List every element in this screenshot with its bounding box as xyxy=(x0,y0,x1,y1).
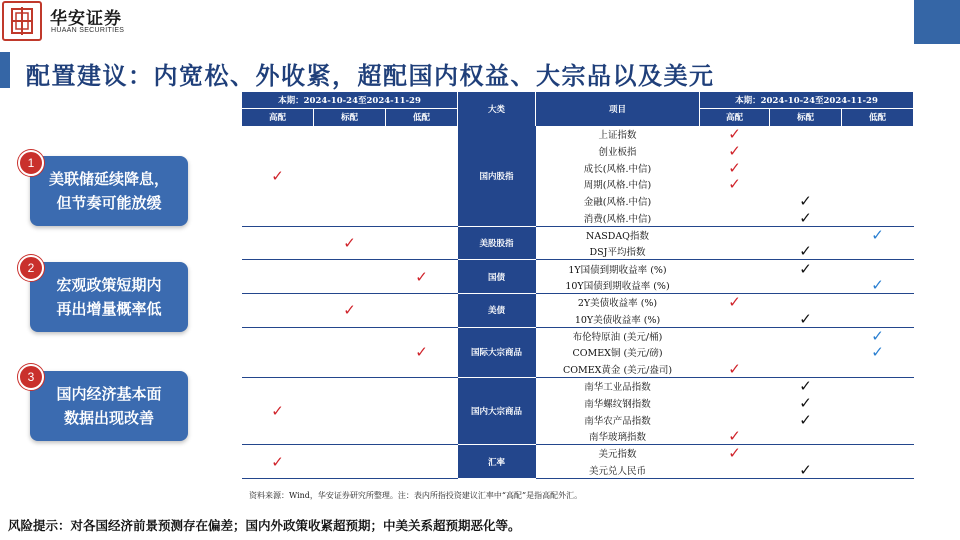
item-cell: NASDAQ指数 xyxy=(586,231,649,243)
table-row xyxy=(242,294,914,311)
right-over-cell xyxy=(700,394,770,411)
right-over-cell xyxy=(700,344,770,361)
right-std-cell: ✓ xyxy=(799,259,812,277)
period-header-right: 本期：2024-10-24至2024-11-29 xyxy=(700,92,914,109)
callout-3-line1: 国内经济基本面 xyxy=(56,385,162,403)
right-over-cell: ✓ xyxy=(728,175,741,193)
right-over-cell: ✓ xyxy=(728,444,741,462)
item-cell: 南华农产品指数 xyxy=(584,415,651,427)
item-cell: 10Y国债到期收益率 (%) xyxy=(536,277,700,294)
right-over-cell: ✓ xyxy=(728,293,741,311)
right-under-cell xyxy=(842,260,914,277)
item-cell: 1Y国债到期收益率 (%) xyxy=(568,264,667,276)
callout-2 xyxy=(30,262,188,332)
item-cell: 10Y美债收益率 (%) xyxy=(536,310,700,327)
right-std-cell: ✓ xyxy=(770,310,842,327)
left-std-cell: ✓ xyxy=(314,226,386,260)
right-over-cell xyxy=(700,210,770,227)
std-header-right: 标配 xyxy=(770,109,842,126)
callout-1 xyxy=(30,156,188,226)
callout-2-line2: 再出增量概率低 xyxy=(56,300,162,318)
right-std-cell: ✓ xyxy=(770,243,842,260)
right-std-cell xyxy=(770,294,842,311)
right-under-cell xyxy=(842,361,914,378)
right-under-cell xyxy=(842,378,914,395)
table-row xyxy=(242,226,914,243)
right-over-cell xyxy=(700,378,770,395)
right-over-cell xyxy=(700,411,770,428)
right-under-cell xyxy=(842,243,914,260)
right-under-cell xyxy=(842,142,914,159)
right-under-cell xyxy=(842,193,914,210)
item-cell: 南华螺纹钢指数 xyxy=(584,398,651,410)
under-header-left: 低配 xyxy=(386,109,458,126)
right-std-cell xyxy=(770,445,842,462)
source-note: 资料来源：Wind，华安证券研究所整理。注：表内所指投资建议汇率中“高配”是指高配外汇。 xyxy=(249,491,583,500)
left-over-cell xyxy=(242,260,314,294)
logo-glyph-icon xyxy=(10,7,34,35)
item-cell: 创业板指 xyxy=(598,146,637,158)
right-under-cell xyxy=(842,394,914,411)
brand-name-en: HUAAN SECURITIES xyxy=(51,27,125,34)
left-over-cell: ✓ xyxy=(242,445,314,479)
right-over-cell: ✓ xyxy=(700,428,770,445)
right-std-cell xyxy=(770,361,842,378)
category-cell: 国债 xyxy=(458,260,536,294)
huaan-logo-icon xyxy=(2,1,42,41)
right-std-cell: ✓ xyxy=(770,210,842,227)
right-over-cell xyxy=(700,260,770,277)
right-std-cell xyxy=(770,159,842,176)
right-under-cell xyxy=(842,411,914,428)
item-cell: 2Y美债收益率 (%) xyxy=(577,298,658,310)
left-std-cell xyxy=(314,260,386,294)
item-cell: 布伦特原油 (美元/桶) xyxy=(572,331,663,343)
left-over-cell xyxy=(242,294,314,328)
right-under-cell xyxy=(842,159,914,176)
corner-decoration xyxy=(914,0,960,44)
item-cell: 美元兑人民币 xyxy=(536,462,700,479)
table-row xyxy=(242,327,914,344)
item-cell: 消费(风格.中信) xyxy=(536,210,700,227)
right-over-cell xyxy=(700,226,770,243)
left-std-cell: ✓ xyxy=(314,294,386,328)
left-std-cell xyxy=(314,126,386,227)
left-over-cell: ✓ xyxy=(242,126,314,227)
callout-1-line2: 但节奏可能放缓 xyxy=(56,194,162,212)
right-under-cell: ✓ xyxy=(842,277,914,294)
callout-number-3: 3 xyxy=(18,364,44,390)
left-std-cell xyxy=(314,378,386,445)
period-header-left: 本期：2024-10-24至2024-11-29 xyxy=(242,92,458,109)
right-over-cell: ✓ xyxy=(700,361,770,378)
right-std-cell xyxy=(770,428,842,445)
item-cell: 成长(风格.中信) xyxy=(583,163,652,175)
item-cell: 南华玻璃指数 xyxy=(536,428,700,445)
table-body xyxy=(242,126,914,479)
left-under-cell: ✓ xyxy=(386,260,458,294)
over-header-left: 高配 xyxy=(242,109,314,126)
left-std-cell xyxy=(314,445,386,479)
right-std-cell xyxy=(770,126,842,143)
category-cell: 美股股指 xyxy=(458,226,536,260)
right-under-cell xyxy=(842,462,914,479)
left-under-cell: ✓ xyxy=(386,327,458,377)
right-under-cell: ✓ xyxy=(871,327,884,344)
right-over-cell xyxy=(700,462,770,479)
left-under-cell xyxy=(386,445,458,479)
table-row xyxy=(242,126,914,143)
right-over-cell xyxy=(700,310,770,327)
category-header: 大类 xyxy=(458,92,536,126)
left-under-cell xyxy=(386,294,458,328)
table-row xyxy=(242,260,914,277)
right-over-cell: ✓ xyxy=(728,125,741,143)
right-under-cell xyxy=(842,176,914,193)
left-under-cell xyxy=(386,126,458,227)
right-std-cell xyxy=(770,142,842,159)
category-cell: 汇率 xyxy=(458,445,536,479)
category-cell: 美债 xyxy=(458,294,536,328)
risk-note: 风险提示：对各国经济前景预测存在偏差；国内外政策收紧超预期；中美关系超预期恶化等。 xyxy=(8,518,521,533)
item-cell: DSJ平均指数 xyxy=(536,243,700,260)
category-cell: 国内大宗商品 xyxy=(458,378,536,445)
item-cell: 上证指数 xyxy=(598,129,637,141)
right-over-cell xyxy=(700,243,770,260)
title-accent-bar xyxy=(0,52,10,88)
callout-1-line1: 美联储延续降息， xyxy=(48,170,169,188)
over-header-right: 高配 xyxy=(700,109,770,126)
right-std-cell xyxy=(770,327,842,344)
category-cell: 国内股指 xyxy=(458,126,536,227)
std-header-left: 标配 xyxy=(314,109,386,126)
under-header-right: 低配 xyxy=(842,109,914,126)
right-under-cell xyxy=(842,294,914,311)
right-over-cell: ✓ xyxy=(728,142,741,160)
right-under-cell xyxy=(842,126,914,143)
item-header: 项目 xyxy=(536,92,700,126)
item-cell: 周期(风格.中信) xyxy=(583,180,652,192)
left-std-cell xyxy=(314,327,386,377)
item-cell: COMEX铜 (美元/磅) xyxy=(572,348,663,360)
brand-name: 华安证券 xyxy=(50,9,122,29)
left-over-cell xyxy=(242,226,314,260)
callout-number-1: 1 xyxy=(18,150,44,176)
right-under-cell xyxy=(842,428,914,445)
right-std-cell xyxy=(770,176,842,193)
page-title: 配置建议：内宽松、外收紧，超配国内权益、大宗品以及美元 xyxy=(26,61,715,90)
right-std-cell: ✓ xyxy=(799,394,812,412)
right-under-cell xyxy=(842,445,914,462)
left-under-cell xyxy=(386,378,458,445)
right-under-cell: ✓ xyxy=(871,226,884,244)
callout-number-2: 2 xyxy=(18,255,44,281)
right-under-cell: ✓ xyxy=(871,343,884,361)
right-over-cell xyxy=(700,277,770,294)
callout-3 xyxy=(30,371,188,441)
right-std-cell xyxy=(770,277,842,294)
callout-3-line2: 数据出现改善 xyxy=(63,409,154,427)
left-over-cell xyxy=(242,327,314,377)
right-under-cell xyxy=(842,210,914,227)
table-row xyxy=(242,378,914,395)
right-std-cell xyxy=(770,344,842,361)
right-under-cell xyxy=(842,310,914,327)
left-under-cell xyxy=(386,226,458,260)
right-over-cell xyxy=(700,327,770,344)
item-cell: 南华工业品指数 xyxy=(584,382,651,394)
right-over-cell: ✓ xyxy=(728,159,741,176)
right-std-cell: ✓ xyxy=(799,411,812,428)
right-std-cell: ✓ xyxy=(799,377,812,395)
right-std-cell: ✓ xyxy=(799,192,812,210)
right-std-cell: ✓ xyxy=(770,462,842,479)
right-over-cell xyxy=(700,193,770,210)
left-over-cell: ✓ xyxy=(242,378,314,445)
allocation-table xyxy=(241,92,914,479)
right-std-cell xyxy=(770,226,842,243)
category-cell: 国际大宗商品 xyxy=(458,327,536,377)
item-cell: COMEX黄金 (美元/盎司) xyxy=(536,361,700,378)
callout-2-line1: 宏观政策短期内 xyxy=(56,276,162,294)
table-row xyxy=(242,445,914,462)
item-cell: 金融(风格.中信) xyxy=(583,197,652,209)
item-cell: 美元指数 xyxy=(598,449,637,461)
